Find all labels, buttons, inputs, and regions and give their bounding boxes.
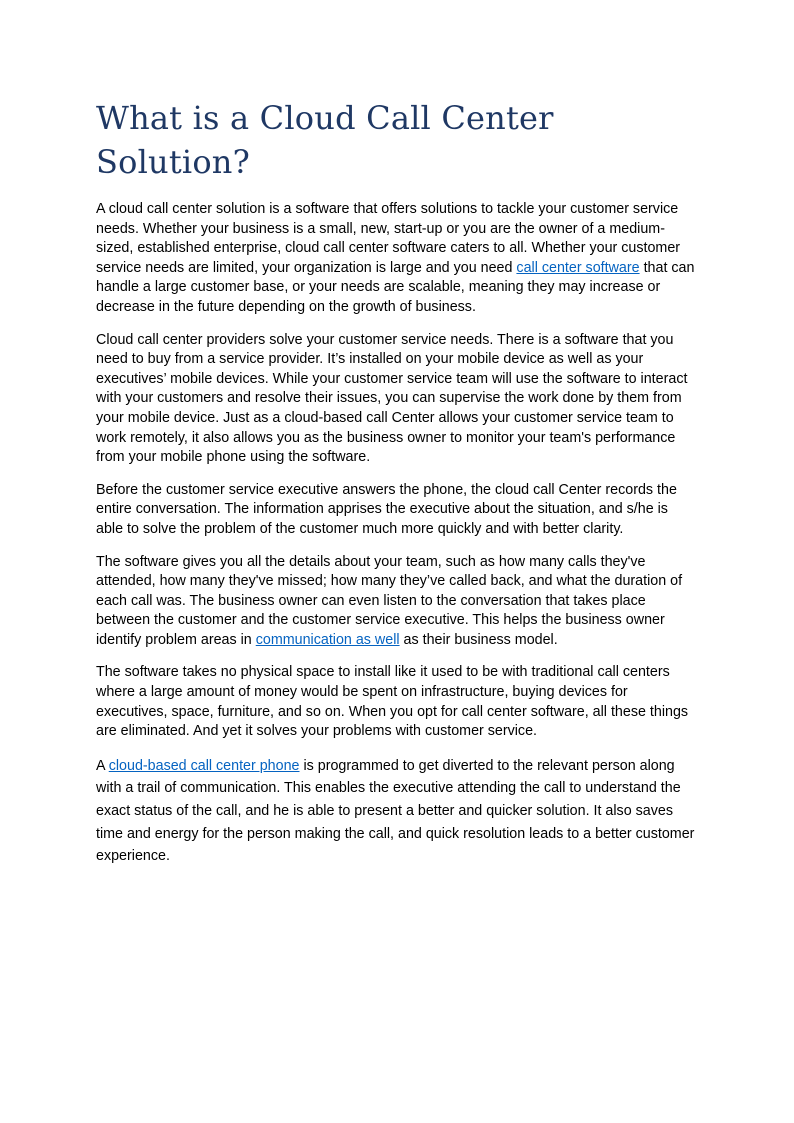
paragraph-team-details-text-start: The software gives you all the details about your team, such as how many calls they've attended, how many they've missed; how many they’ve called back, and what the duration of each call was. The business owner can even listen to the conversation that takes place between the customer and the customer service executive. This helps the business owner identify problem areas in: [96, 553, 683, 648]
paragraph-team-details: [96, 553, 698, 651]
document-page: [96, 96, 698, 881]
paragraph-recording: Before the customer service executive answers the phone, the cloud call Center records the entire conversation. The information apprises the executive about the situation, and s/he is able to solve the problem of the customer much more quickly and with better clarity.: [96, 481, 677, 537]
paragraph-intro: [96, 200, 698, 318]
paragraph-cloud-phone-text-start: A: [96, 757, 109, 774]
paragraph-physical-space: The software takes no physical space to install like it used to be with traditional call centers where a large amount of money would be spent on infrastructure, buying devices for executives, space, furniture, and so on. When you opt for call center software, all these things are eliminated. And yet it solves your problems with customer service.: [96, 664, 689, 740]
paragraph-team-details-text-end: as their business model.: [399, 631, 558, 648]
document-title: What is a Cloud Call Center Solution?: [96, 99, 554, 181]
call-center-software-link[interactable]: call center software: [516, 259, 640, 276]
paragraph-intro-text-end: that can handle a large customer base, or your needs are scalable, meaning they may increase or decrease in the future depending on the growth of business.: [96, 259, 695, 315]
paragraph-providers: Cloud call center providers solve your customer service needs. There is a software that you need to buy from a service provider. It’s installed on your mobile device as well as your executives’ mobile devices. While your customer service team will use the software to interact with your customers and resolve their issues, you can supervise the work done by them from your mobile device. Just as a cloud-based call Center allows your customer service team to work remotely, it also allows you as the business owner to monitor your team's performance from your mobile phone using the software.: [96, 331, 688, 466]
cloud-based-call-center-phone-link[interactable]: cloud-based call center phone: [108, 757, 300, 774]
communication-link[interactable]: communication as well: [255, 631, 400, 648]
paragraph-intro-text-start: A cloud call center solution is a software that offers solutions to tackle your customer service needs. Whether your business is a small, new, start-up or you are the owner of a medium-sized, established enterprise, cloud call center software caters to all. Whether your customer service needs are limited, your organization is large and you need: [96, 201, 681, 276]
paragraph-cloud-phone: [96, 755, 698, 868]
paragraph-cloud-phone-text-end: is programmed to get diverted to the relevant person along with a trail of communication. This enables the executive attending the call to understand the exact status of the call, and he is able to present a better and quicker solution. It also saves time and energy for the person making the call, and quick resolution leads to a better customer experience.: [96, 757, 695, 865]
